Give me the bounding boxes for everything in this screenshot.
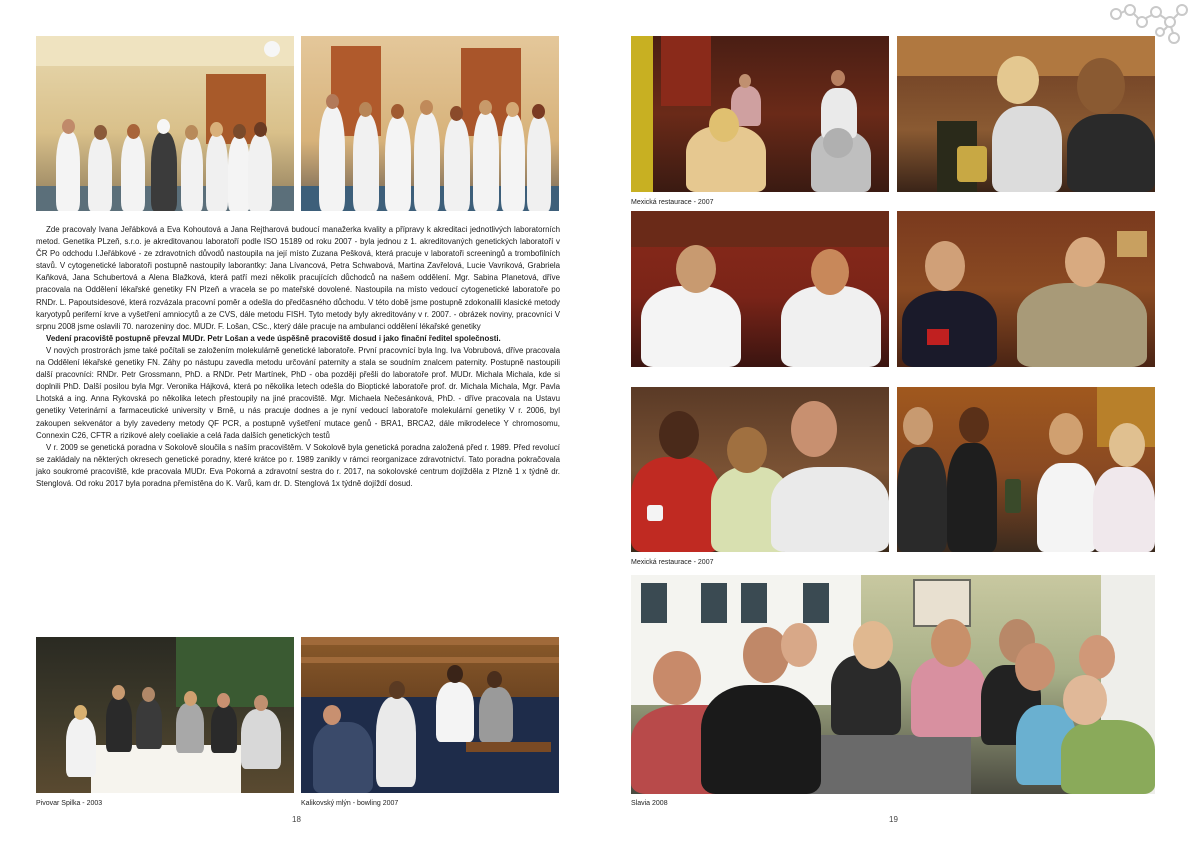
paragraph-leadership: Vedení pracoviště postupně převzal MUDr. Petr Lošan a vede úspěšně pracoviště dosud i jako finační ředitel společnosti. xyxy=(46,333,501,343)
photo-mexicka-restaurace-1 xyxy=(631,36,889,192)
paragraph-molecular-genetics: V nových prostrorách jsme také počítali se založením molekulárně genetické laboratoře. První pracovnící byla Ing. Iva Vobrubová, dříve pracovala na Oddělení lékařské genetiky FN. Záhy po nástupu zavedla metodu určování paternity a stala se soudním znalcem paternity. Postupně nastoupili další pracovníci: RNDr. Petr Grossmann, PhD. a RNDr. Petr Martínek, PhD - oba později přešli do laboratoře prof. MUDr. Michala Michala, kde si doplnili PhD. Další posilou byla Mgr. Veronika Hájková, která po několika letech odešla do Bioptické laboratoře prof. dr. Michala Michala, Mgr. Pavla Lhotská a ing. Anna Rykovská po několika letech přestoupily na jiné pracoviště. Mgr. Michaela Nečesánková, PhD. - dříve pracovala na Ustavu genetiky Veterinární a farmaceutické university v Brně, u nás pracuje dodnes a je nyní vedoucí laboratoře molekulární genetiky V r. 2006, byl zakoupen sekvenátor a byly zavedeny metody QF PCR, a postupně vyšetření mutace genů - BRA1, BRCA2, dále mikrodelece Y chromosomu, Connexin C26, CFTR a rizikové alely coeliakie a celá řada dalších genetických testů xyxy=(36,345,560,440)
photo-lab-staff-1 xyxy=(36,36,294,211)
caption-mexicka-restaurace-1: Mexická restaurace - 2007 xyxy=(631,199,714,206)
caption-mexicka-restaurace-2: Mexická restaurace - 2007 xyxy=(631,559,714,566)
paragraph-sokolov-counselling: V r. 2009 se genetická poradna v Sokolově sloučila s naším pracovištěm. V Sokolově byla genetická poradna založená před r. 1989. Před revolucí se zakládaly na některých okresech genetické poradny, které krátce po r. 1989 zanikly v rámci reorganizace zdravotnictví. Tato poradna pokračovala jako soukromé pracoviště, kde pracovala MUDr. Eva Pokorná a zdravotní sestra do r. 2017, na sokolovské centrum dojížděla z Plzně 1 x týdně dr. Stenglová. Od roku 2017 byla poradna přemístěna do K. Varů, kam dr. D. Stenglová 1x týdně dojíždí dosud. xyxy=(36,442,560,488)
paragraph-laboratory-history: Zde pracovaly Ivana Jeřábková a Eva Kohoutová a Jana Rejtharová budoucí manažerka kvality a přípravy k akreditaci jednotlivých laboratorních metod. Genetika PLzeň, s.r.o. je akreditovanou laboratoří podle ISO 15189 od roku 2007 - byla jednou z 1. akreditovaných genetických laboratoří v ČR Po odchodu I.Jeřábkové - ze zdravotních důvodů nastoupila na její místo Zuzana Pešková, která pracuje v laboratoři screeningů a trombofilních stavů. V cytogenetické laboratoři postupně nastoupily laborantky: Jana Lívancová, Petra Schwabová, Martina Zavřelová, Lucie Vavriková, Grabriela Kaňková, Jana Schubertová a Alena Blažková, která patří mezi několik pracujících důchodců na našem oddělení. Mgr. Sabina Planetová, dříve pracovala na Oddělení lékařské genetiky FN Plzeň a vracela se po mateřské dovolené. Nastoupila na místo vedoucí cytogenetické laboratoře po RNDr. L. Papoutsidesové, která rozvázala pracovní poměr a odešla do předčasného důchodu. V této době jsme postupně zdokonalili klasické metody karyotypů periferní krve a vyšetření amniocytů a ze CVS, dále metodu FISH. Tyto metody byly akreditovány v r. 2007. - obrázek noviny, pracovníci V srpnu 2008 jsme oslavili 70. narozeniny doc. MUDr. F. Lošan, CSc., který dále pracuje na ambulanci oddělení lékařské genetiky xyxy=(36,225,560,331)
photo-pivovar-spilka xyxy=(36,637,294,793)
page-number-right: 19 xyxy=(889,815,898,824)
caption-slavia-2008: Slavia 2008 xyxy=(631,800,668,807)
page-number-left: 18 xyxy=(292,815,301,824)
photo-slavia-2008 xyxy=(631,575,1155,794)
photo-kalikovsky-mlyn xyxy=(301,637,559,793)
photo-mexicka-two-men xyxy=(897,211,1155,367)
caption-pivovar-spilka: Pivovar Spilka - 2003 xyxy=(36,800,103,807)
photo-mexicka-two-women xyxy=(897,36,1155,192)
caption-kalikovsky-mlyn: Kalikovský mlýn - bowling 2007 xyxy=(301,800,399,807)
photo-mexicka-women-group xyxy=(897,387,1155,552)
photo-lab-staff-2 xyxy=(301,36,559,211)
photo-mexicka-group xyxy=(631,387,889,552)
photo-mexicka-women-table xyxy=(631,211,889,367)
article-body xyxy=(36,224,560,490)
